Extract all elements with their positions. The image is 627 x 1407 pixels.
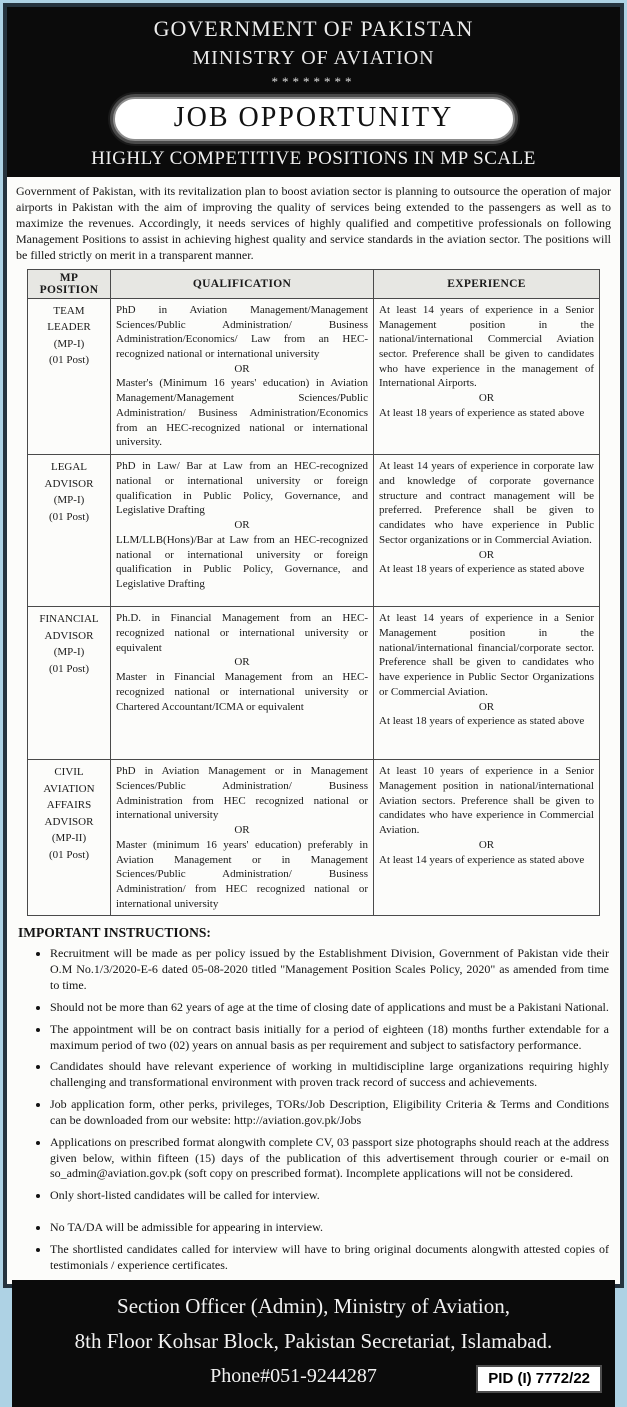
mp-position-cell [28,607,111,760]
or-separator: OR [234,656,250,669]
pid-badge: PID (I) 7772/22 [476,1365,602,1393]
col-header-mp-position: MP POSITION [28,269,111,298]
government-title: GOVERNMENT OF PAKISTAN [153,16,474,41]
job-opportunity-banner [113,97,515,141]
cell-text-line: TEAM LEADER [47,304,91,334]
or-separator: OR [234,519,250,532]
cell-text-line: Master's (Minimum 16 years' education) in Aviation Management/Management Sciences/Public Administration/ Business Administration/Economics from an HEC-recognized national or international university. [116,377,368,449]
footer-block [12,1280,615,1407]
table-header [28,269,600,298]
instruction-item: • The appointment will be on contract basis initially for a period of eighteen (18) months further extendable for a maximum period of two (02) years on annual basis as per requirement and subject to satisfactory performance. [50,1022,609,1054]
col-header-experience: EXPERIENCE [374,269,600,298]
mp-position-cell [28,760,111,916]
cell-text-line: At least 18 years of experience as stated above [379,563,585,576]
cell-text-line: At least 10 years of experience in a Senior Management position in national/international Aviation sectors. Preference shall be given to candidates who have experience in Commercial Aviation. [379,765,594,837]
positions-table [27,269,600,917]
cell-text-line: PhD in Law/ Bar at Law from an HEC-recognized national or international university or foreign qualification in Public Policy, Governance, and Legislative Drafting [116,460,368,517]
footer-phone: Phone#051-9244287 [210,1364,377,1387]
instruction-item: • Should not be more than 62 years of age at the time of closing date of applications and must be a Pakistani National. [50,1000,609,1016]
cell-text-line: LEGAL ADVISOR [44,461,94,490]
job-opportunity-label: JOB OPPORTUNITY [173,102,454,133]
instructions-title: IMPORTANT INSTRUCTIONS: [18,925,211,941]
experience-cell [374,760,600,916]
cell-text-line: (01 Post) [48,848,90,861]
cell-text-line: At least 14 years of experience in a Senior Management position in the national/international Commercial Aviation sector. Preference shall be given to candidates who have experience in the management of International Airports. [379,303,594,390]
footer-contact-line: Section Officer (Admin), Ministry of Aviation, [117,1293,510,1318]
cell-text-line: (MP-I) [53,337,85,350]
cell-text-line: At least 14 years of experience in corporate law and knowledge of corporate governance structure and contract management will be preferred. Preference shall be given to candidates who have experience in Public Sector organizations or in Commercial Aviation. [379,460,594,546]
position-row [28,455,600,607]
experience-cell [374,607,600,760]
header-subtitle: HIGHLY COMPETITIVE POSITIONS IN MP SCALE [91,148,536,169]
stars-separator: ******** [271,74,356,89]
experience-cell [374,298,600,454]
position-row [28,607,600,760]
mp-position-cell [28,298,111,454]
cell-text-line: CIVIL AVIATION [43,766,95,795]
cell-text-line: (MP-I) [53,494,85,507]
qualification-cell [111,455,374,607]
instructions-list [18,946,609,1204]
qualification-cell [111,607,374,760]
cell-text-line: (01 Post) [48,510,90,523]
instruction-item: • Applications on prescribed format alongwith complete CV, 03 passport size photographs should reach at the address given below, within fifteen (15) days of the publication of this advertisement through courier or e-mail on so_admin@aviation.gov.pk (soft copy on prescribed format). Incomplete applications will not be considered. [50,1135,609,1182]
instructions-section [18,925,609,1279]
intro-paragraph: Government of Pakistan, with its revitalization plan to boost aviation sector is planning to outsource the operation of major airports in Pakistan with the aim of improving the quality of services being extended to the passengers as well as to maximize the revenues. Accordingly, it needs services of highly qualified and competitive professionals on following Management Positions to assist in achieving highest quality and service standards in the aviation sector. The positions will be filled strictly on merit in a transparent manner. [16,184,611,262]
or-separator: OR [478,392,495,405]
cell-text-line: LLM/LLB(Hons)/Bar at Law from an HEC-recognized national or international university or foreign qualification in Public Policy, Governance, and Legislative Drafting [116,533,368,590]
qualification-cell [111,760,374,916]
col-header-qualification: QUALIFICATION [111,269,374,298]
instruction-item: • Only short-listed candidates will be called for interview. [50,1188,609,1204]
position-row [28,760,600,916]
instruction-item: • No TA/DA will be admissible for appearing in interview. [50,1220,609,1236]
cell-text-line: At least 18 years of experience as stated above [379,715,585,728]
cell-text-line: At least 14 years of experience in a Senior Management position in the national/international financial/corporate sector. Preference shall be given to candidates who have experience in Public Sector Organizations or Commercial Aviation. [379,612,594,698]
cell-text-line: Master (minimum 16 years' education) preferably in Aviation Management or in Management Sciences/Public Administration/ Business Administration/ from HEC recognized national or international university [116,838,368,910]
cell-text-line: Master in Financial Management from an HEC-recognized national or international university or Chartered Accountant/ICMA or equivalent [116,671,368,713]
cell-text-line: PhD in Aviation Management/Management Sciences/Public Administration/ Business Administration/Economics/ Law from an HEC-recognized national or international university [116,303,368,360]
cell-text-line: AFFAIRS [46,799,92,812]
cell-text-line: At least 18 years of experience as stated above [379,406,585,419]
header-block [7,7,620,177]
qualification-cell [111,298,374,454]
or-separator: OR [478,700,495,713]
table-header-row [28,269,600,298]
or-separator: OR [234,362,250,375]
cell-text-line: ADVISOR (MP-II) [44,815,94,845]
or-separator: OR [478,838,495,851]
cell-text-line: At least 14 years of experience as stated above [379,853,585,866]
instruction-item: • Job application form, other perks, privileges, TORs/Job Description, Eligibility Criteria & Terms and Conditions can be downloaded from our website: http://aviation.gov.pk/Jobs [50,1097,609,1129]
experience-cell [374,455,600,607]
cell-text-line: ADVISOR (MP-I) [44,629,94,659]
instruction-item: • The shortlisted candidates called for interview will have to bring original documents alongwith attested copies of testimonials / experience certificates. [50,1242,609,1274]
cell-text-line: Ph.D. in Financial Management from an HEC-recognized national or international university or equivalent [116,612,368,654]
table-body [28,298,600,916]
cell-text-line: (01 Post) [48,354,90,367]
advertisement-page [3,3,624,1387]
position-row [28,298,600,454]
cell-text-line: FINANCIAL [39,613,99,626]
footer-address-line: 8th Floor Kohsar Block, Pakistan Secretariat, Islamabad. [74,1328,553,1353]
or-separator: OR [234,824,250,837]
cell-text-line: (01 Post) [48,662,90,675]
instructions-list-secondary [18,1220,609,1273]
ministry-title: MINISTRY OF AVIATION [192,47,435,69]
or-separator: OR [478,548,495,561]
cell-text-line: PhD in Aviation Management or in Management Sciences/Public Administration/ Business Administration from HEC recognized national or international university [116,765,368,822]
mp-position-cell [28,455,111,607]
instruction-item: • Candidates should have relevant experience of working in multidiscipline large organizations requiring highly challenging and transformational environment with proven track record of success and achievements. [50,1059,609,1091]
footer-phone-row [12,1365,615,1395]
instruction-item: • Recruitment will be made as per policy issued by the Establishment Division, Government of Pakistan vide their O.M No.1/3/2020-E-6 dated 05-08-2020 titled "Management Position Scales Policy, 2020" as amended from time to time. [50,946,609,993]
